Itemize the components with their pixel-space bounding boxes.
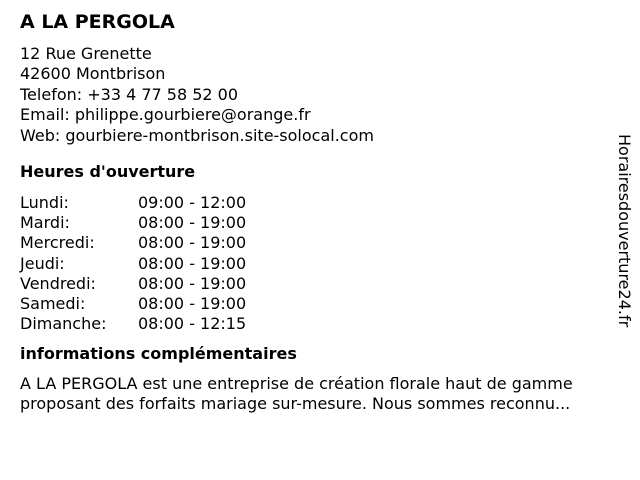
business-name: A LA PERGOLA xyxy=(20,11,175,33)
hours-row-monday xyxy=(20,193,610,213)
business-card xyxy=(20,10,610,414)
additional-info-text: A LA PERGOLA est une entreprise de création florale haut de gamme proposant des forfaits mariage sur-mesure. Nous sommes reconnu... xyxy=(20,374,573,414)
additional-info-heading: informations complémentaires xyxy=(20,344,297,364)
day-label: Samedi: xyxy=(20,294,86,314)
day-label: Vendredi: xyxy=(20,273,96,293)
opening-hours-list xyxy=(20,193,610,334)
time-range: 08:00 - 12:15 xyxy=(138,314,247,334)
day-label: Mercredi: xyxy=(20,233,95,253)
phone-line: Telefon: +33 4 77 58 52 00 xyxy=(20,84,239,104)
email-line: Email: philippe.gourbiere@orange.fr xyxy=(20,105,311,125)
day-label: Dimanche: xyxy=(20,314,107,334)
day-label: Jeudi: xyxy=(20,253,65,273)
hours-row-tuesday xyxy=(20,213,610,233)
time-range: 08:00 - 19:00 xyxy=(138,253,247,273)
opening-hours-heading: Heures d'ouverture xyxy=(20,162,196,182)
hours-row-wednesday xyxy=(20,233,610,253)
time-range: 08:00 - 19:00 xyxy=(138,233,247,253)
address-street: 12 Rue Grenette xyxy=(20,44,152,63)
hours-row-sunday xyxy=(20,314,610,334)
hours-row-saturday xyxy=(20,294,610,314)
time-range: 08:00 - 19:00 xyxy=(138,294,247,314)
time-range: 09:00 - 12:00 xyxy=(138,193,247,213)
hours-row-thursday xyxy=(20,254,610,274)
web-line: Web: gourbiere-montbrison.site-solocal.com xyxy=(20,125,374,145)
site-brand-label: Horairesdouverture24.fr xyxy=(615,134,634,328)
hours-row-friday xyxy=(20,274,610,294)
time-range: 08:00 - 19:00 xyxy=(138,213,247,233)
day-label: Lundi: xyxy=(20,193,69,213)
address-city: 42600 Montbrison xyxy=(20,64,166,84)
day-label: Mardi: xyxy=(20,213,70,233)
time-range: 08:00 - 19:00 xyxy=(138,273,247,293)
